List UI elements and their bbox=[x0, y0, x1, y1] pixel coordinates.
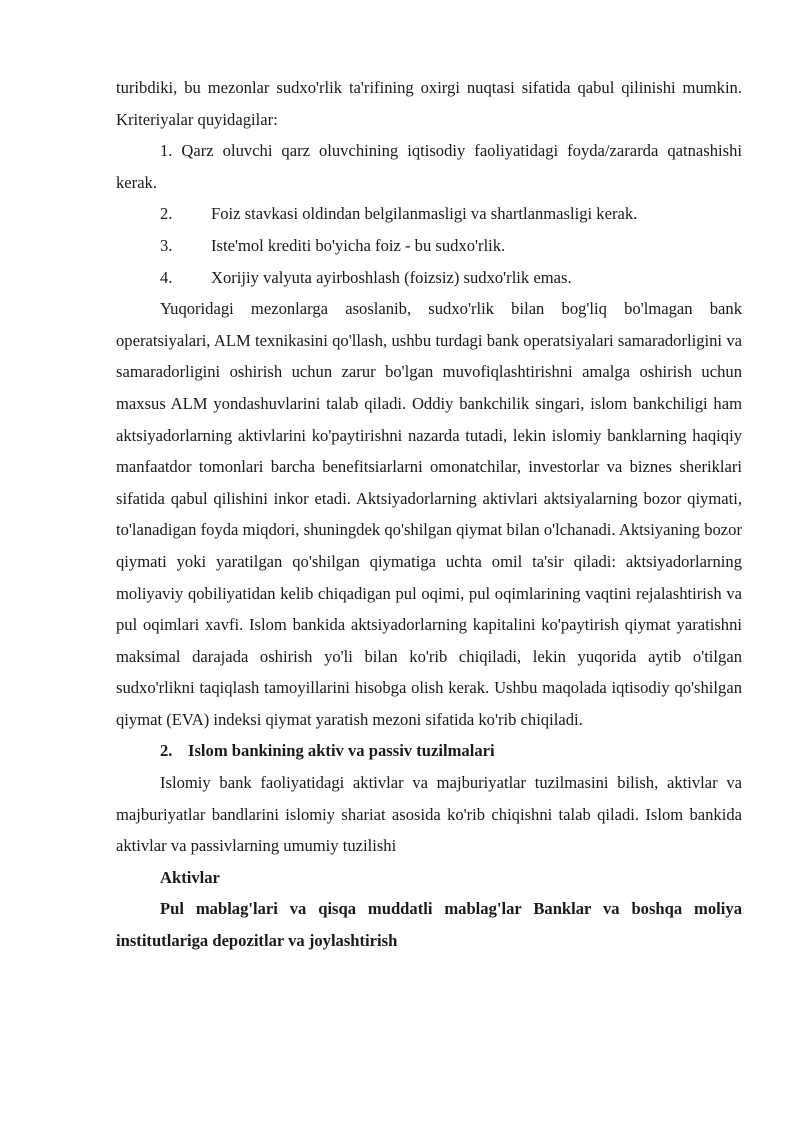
paragraph-cash: Pul mablag'lari va qisqa muddatli mablag'lar Banklar va boshqa moliya institutlariga depozitlar va joylashtirish bbox=[116, 899, 742, 951]
list-number: 3. bbox=[160, 235, 173, 255]
criteria-item-2 bbox=[116, 198, 742, 230]
section-heading bbox=[116, 735, 742, 767]
list-text: Iste'mol krediti bo'yicha foiz - bu sudxo'rlik. bbox=[211, 235, 506, 255]
list-text: Foiz stavkasi oldindan belgilanmasligi va shartlanmasligi kerak. bbox=[211, 204, 638, 224]
paragraph-structure: Islomiy bank faoliyatidagi aktivlar va majburiyatlar tuzilmasini bilish, aktivlar va majburiyatlar bandlarini islomiy shariat asosida ko'rib chiqishni talab qiladi. Islom bankida aktivlar va passivlarning umumiy tuzilishi bbox=[116, 773, 742, 856]
document-page bbox=[116, 72, 742, 957]
subheading-aktivlar: Aktivlar bbox=[160, 867, 220, 887]
list-text: Xorijiy valyuta ayirboshlash (foizsiz) sudxo'rlik emas. bbox=[211, 267, 572, 287]
criteria-item-3 bbox=[116, 230, 742, 262]
list-number: 4. bbox=[160, 267, 173, 287]
paragraph-alm: Yuqoridagi mezonlarga asoslanib, sudxo'rlik bilan bog'liq bo'lmagan bank operatsiyalari, ALM texnikasini qo'llash, ushbu turdagi bank operatsiyalari samaradorligini va samaradorligini oshirish uchun zarur bo'lgan muvofiqlashtirishni amalga oshirish uchun maxsus ALM yondashuvlarini talab qiladi. Oddiy bankchilik singari, islom bankchiligi ham aktsiyadorlarning aktivlarini ko'paytirishni nazarda tutadi, lekin islomiy banklarning haqiqiy manfaatdor tomonlari barcha benefitsiarlarni omonatchilar, investorlar va biznes sheriklari sifatida qabul qilishini inkor etadi. Aktsiyadorlarning aktivlari aktsiyalarning bozor qiymati, to'lanadigan foyda miqdori, shuningdek qo'shilgan qiymat bilan o'lchanadi. Aktsiyaning bozor qiymati yoki yaratilgan qo'shilgan qiymatiga uchta omil ta'sir qiladi: aktsiyadorlarning moliyaviy qobiliyatidan kelib chiqadigan pul oqimi, pul oqimlarining vaqtini rejalashtirish va pul oqimlari xavfi. Islom bankida aktsiyadorlarning kapitalini ko'paytirish qiymat yaratishni maksimal darajada oshirish yo'li bilan ko'rib chiqiladi, lekin yuqorida aytib o'tilgan sudxo'rlikni taqiqlash tamoyillarini hisobga olish kerak. Ushbu maqolada iqtisodiy qo'shilgan qiymat (EVA) indeksi qiymat yaratish mezoni sifatida ko'rib chiqiladi. bbox=[116, 299, 742, 729]
paragraph-intro: turibdiki, bu mezonlar sudxo'rlik ta'rifining oxirgi nuqtasi sifatida qabul qilinishi mumkin. Kriteriyalar quyidagilar: bbox=[116, 78, 742, 129]
heading-number: 2. bbox=[160, 741, 173, 761]
criteria-item-4 bbox=[116, 262, 742, 294]
criteria-item-1: 1. Qarz oluvchi qarz oluvchining iqtisodiy faoliyatidagi foyda/zararda qatnashishi kerak. bbox=[116, 141, 742, 192]
heading-text: Islom bankining aktiv va passiv tuzilmalari bbox=[188, 741, 495, 761]
list-number: 2. bbox=[160, 204, 173, 224]
